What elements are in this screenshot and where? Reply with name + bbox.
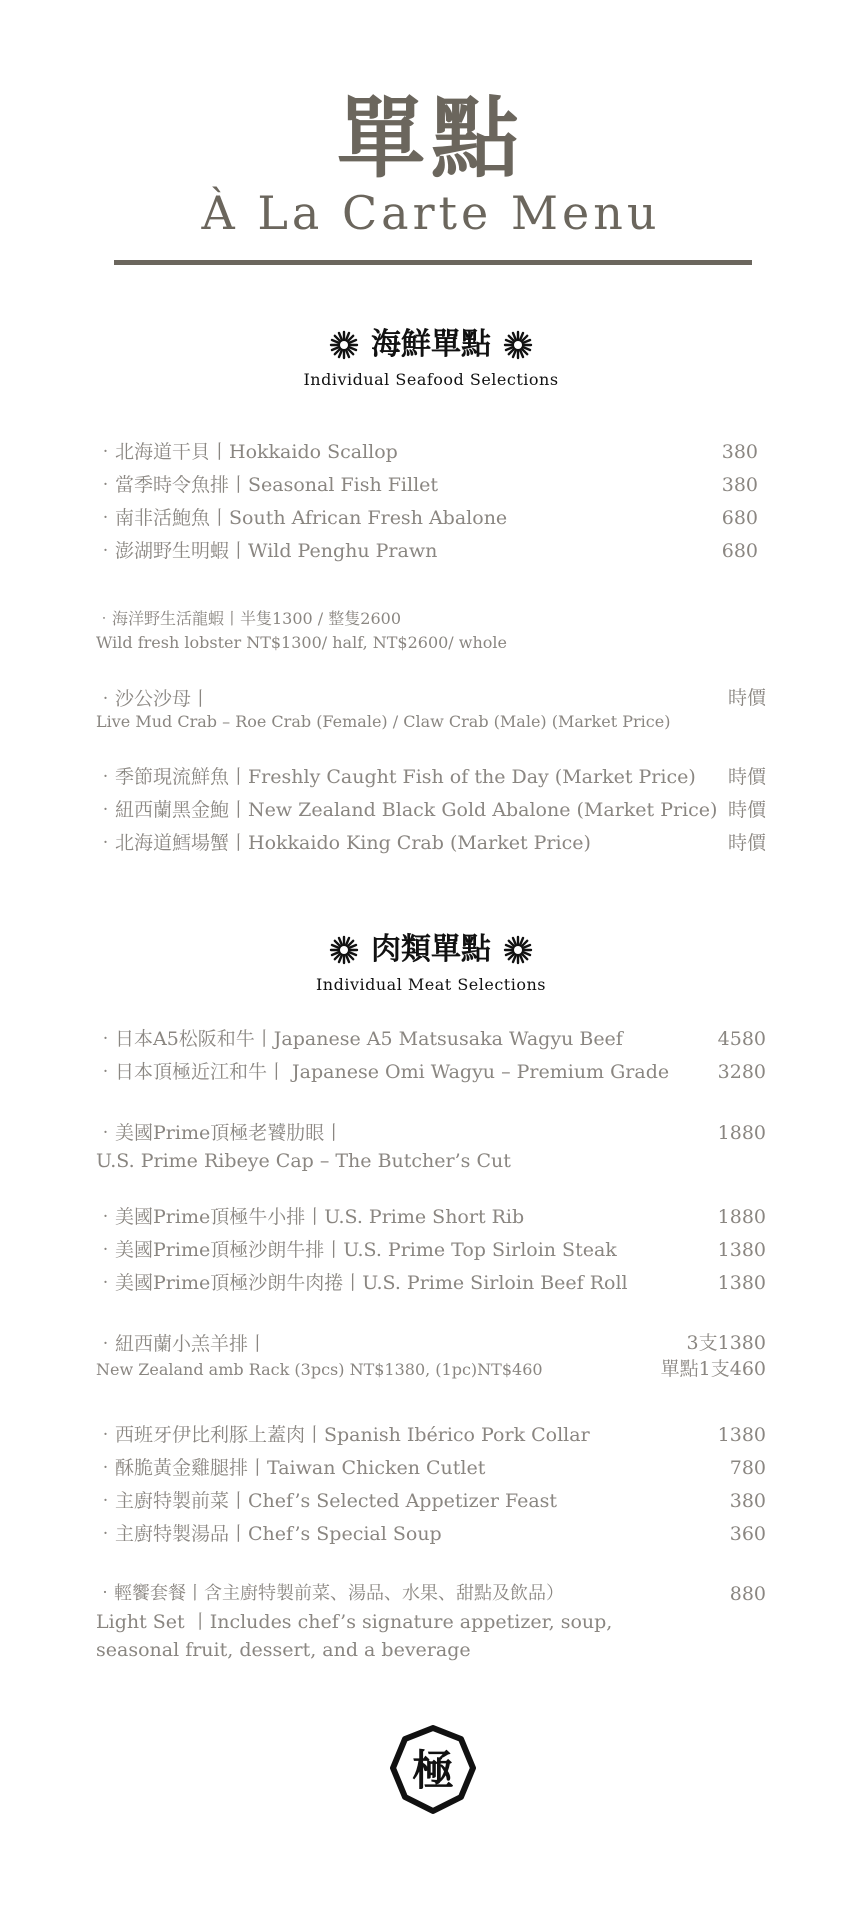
menu-item bbox=[96, 762, 766, 792]
crab-item-name: ‧沙公沙母丨 bbox=[96, 688, 211, 710]
menu-item bbox=[96, 470, 766, 500]
menu-item-price: 時價 bbox=[727, 766, 766, 788]
lamb-item-price-set: 3支1380 bbox=[686, 1332, 766, 1354]
seafood-section-title: 海鮮單點 bbox=[371, 327, 491, 362]
menu-item bbox=[96, 1057, 766, 1087]
menu-item-price: 380 bbox=[721, 441, 758, 463]
light-set-name: ‧輕饗套餐丨含主廚特製前菜、湯品、水果、甜點及飲品） bbox=[96, 1583, 564, 1604]
menu-item bbox=[96, 1519, 766, 1549]
menu-item-name: ‧南非活鮑魚丨South African Fresh Abalone bbox=[96, 507, 508, 529]
menu-item bbox=[96, 1024, 766, 1054]
menu-item-price: 380 bbox=[729, 1490, 766, 1512]
ribeye-item-price: 1880 bbox=[717, 1122, 766, 1144]
menu-item-price: 780 bbox=[729, 1457, 766, 1479]
page-title-english: À La Carte Menu bbox=[201, 186, 661, 240]
ribeye-item-description: U.S. Prime Ribeye Cap – The Butcher’s Cut bbox=[96, 1150, 511, 1172]
menu-item-price: 1380 bbox=[717, 1272, 766, 1294]
menu-item bbox=[96, 795, 766, 825]
menu-item-name: ‧北海道鱈場蟹丨Hokkaido King Crab (Market Price) bbox=[96, 832, 591, 854]
menu-item-name: ‧紐西蘭黑金鮑丨New Zealand Black Gold Abalone (Market Price) bbox=[96, 799, 718, 821]
menu-item-price: 1880 bbox=[717, 1206, 766, 1228]
menu-item bbox=[96, 1486, 766, 1516]
menu-item bbox=[96, 437, 766, 467]
menu-item-price: 1380 bbox=[717, 1424, 766, 1446]
menu-item-name: ‧美國Prime頂極沙朗牛排丨U.S. Prime Top Sirloin Steak bbox=[96, 1239, 617, 1261]
menu-item-price: 360 bbox=[729, 1523, 766, 1545]
menu-item-price: 時價 bbox=[727, 799, 766, 821]
meat-section-subtitle: Individual Meat Selections bbox=[315, 975, 546, 994]
ribeye-item-name: ‧美國Prime頂極老饕肋眼丨 bbox=[96, 1122, 344, 1144]
burst-ornament-icon bbox=[503, 935, 533, 965]
lamb-item-description: New Zealand amb Rack (3pcs) NT$1380, (1pc)NT$460 bbox=[96, 1360, 543, 1379]
lamb-item-price-single: 單點1支460 bbox=[660, 1358, 766, 1380]
menu-item bbox=[96, 1453, 766, 1483]
light-set-description-line2: seasonal fruit, dessert, and a beverage bbox=[96, 1639, 471, 1661]
menu-item-name: ‧日本頂極近江和牛丨 Japanese Omi Wagyu – Premium Grade bbox=[96, 1061, 670, 1083]
menu-item bbox=[96, 503, 766, 533]
menu-item-price: 1380 bbox=[717, 1239, 766, 1261]
menu-item-price: 680 bbox=[721, 540, 758, 562]
menu-item-price: 380 bbox=[721, 474, 758, 496]
restaurant-logo-icon bbox=[390, 1725, 476, 1815]
menu-item-name: ‧美國Prime頂極牛小排丨U.S. Prime Short Rib bbox=[96, 1206, 525, 1228]
menu-item bbox=[96, 1235, 766, 1265]
menu-item-name: ‧西班牙伊比利豚上蓋肉丨Spanish Ibérico Pork Collar bbox=[96, 1424, 590, 1446]
lobster-item-description: Wild fresh lobster NT$1300/ half, NT$2600/ whole bbox=[96, 633, 507, 652]
menu-item-name: ‧季節現流鮮魚丨Freshly Caught Fish of the Day (Market Price) bbox=[96, 766, 696, 788]
light-set-description-line1: Light Set 丨Includes chef’s signature appetizer, soup, bbox=[96, 1611, 613, 1633]
menu-item-name: ‧酥脆黃金雞腿排丨Taiwan Chicken Cutlet bbox=[96, 1457, 486, 1479]
menu-item-price: 3280 bbox=[717, 1061, 766, 1083]
seafood-section-heading bbox=[0, 325, 862, 391]
crab-item-price: 時價 bbox=[727, 687, 766, 709]
menu-item-name: ‧主廚特製湯品丨Chef’s Special Soup bbox=[96, 1523, 442, 1545]
menu-item-name: ‧北海道干貝丨Hokkaido Scallop bbox=[96, 441, 398, 463]
burst-ornament-icon bbox=[329, 330, 359, 360]
meat-section-title: 肉類單點 bbox=[371, 932, 491, 967]
menu-item-price: 4580 bbox=[717, 1028, 766, 1050]
meat-section-heading bbox=[0, 930, 862, 996]
menu-item-name: ‧美國Prime頂極沙朗牛肉捲丨U.S. Prime Sirloin Beef Roll bbox=[96, 1272, 628, 1294]
menu-item-name: ‧當季時令魚排丨Seasonal Fish Fillet bbox=[96, 474, 439, 496]
page-title-chinese: 單點 bbox=[336, 86, 525, 190]
crab-item-description: Live Mud Crab – Roe Crab (Female) / Claw Crab (Male) (Market Price) bbox=[96, 712, 671, 731]
menu-item bbox=[96, 1268, 766, 1298]
lobster-item-name: ‧海洋野生活龍蝦丨半隻1300 / 整隻2600 bbox=[96, 609, 402, 628]
light-set-price: 880 bbox=[729, 1583, 766, 1605]
menu-item-price: 時價 bbox=[727, 832, 766, 854]
menu-item bbox=[96, 1420, 766, 1450]
menu-item-price: 680 bbox=[721, 507, 758, 529]
title-divider bbox=[114, 260, 752, 265]
menu-item bbox=[96, 536, 766, 566]
burst-ornament-icon bbox=[503, 330, 533, 360]
burst-ornament-icon bbox=[329, 935, 359, 965]
menu-item-name: ‧澎湖野生明蝦丨Wild Penghu Prawn bbox=[96, 540, 438, 562]
menu-item bbox=[96, 1202, 766, 1232]
menu-item-name: ‧主廚特製前菜丨Chef’s Selected Appetizer Feast bbox=[96, 1490, 558, 1512]
logo-mark: 極 bbox=[411, 1746, 455, 1795]
lamb-item-name: ‧紐西蘭小羔羊排丨 bbox=[96, 1333, 268, 1355]
menu-item bbox=[96, 828, 766, 858]
menu-item-name: ‧日本A5松阪和牛丨Japanese A5 Matsusaka Wagyu Beef bbox=[96, 1028, 623, 1050]
seafood-section-subtitle: Individual Seafood Selections bbox=[303, 370, 559, 389]
